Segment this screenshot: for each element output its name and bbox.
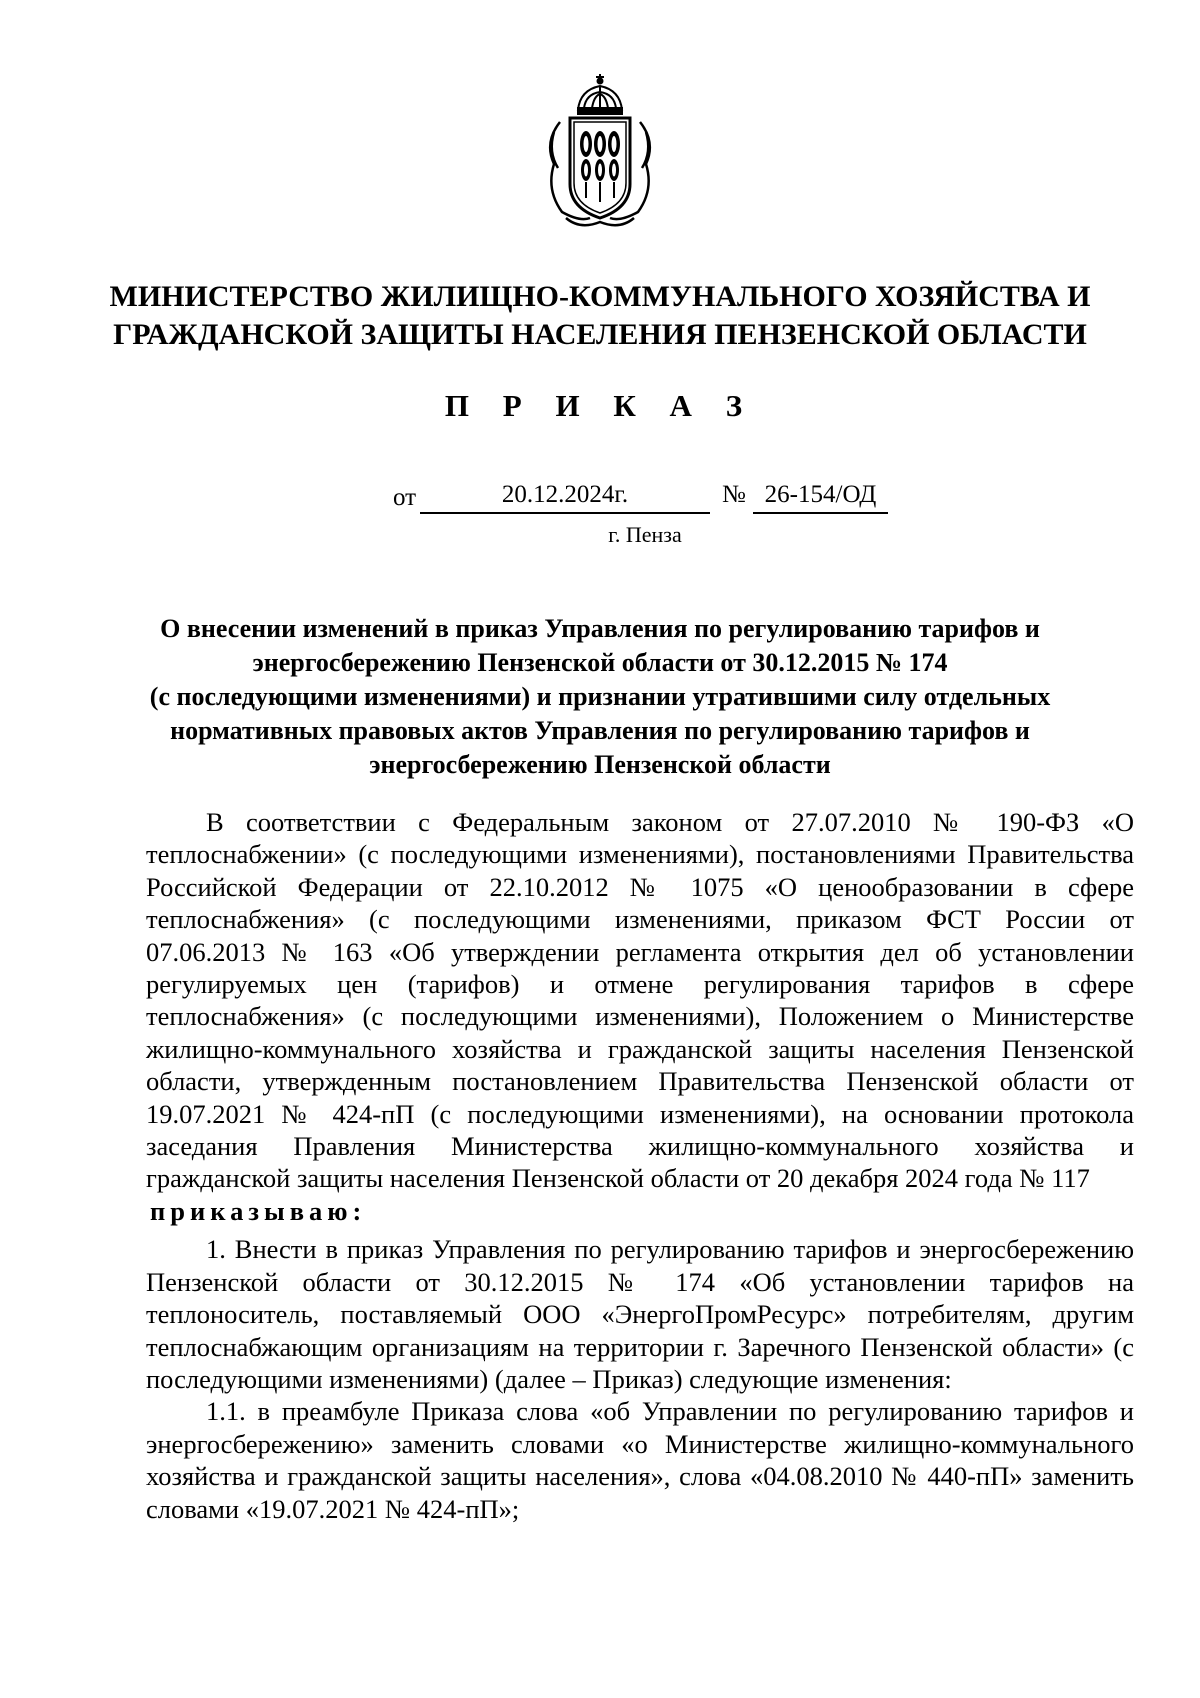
preamble-text: В соответствии с Федеральным законом от 27.07.2010 № 190-ФЗ «О теплоснабжении» (с последующими изменениями), постановлениями Правительства Российской Федерации от 22.10.2012 № 1075 «О ценообразовании в сфере теплоснабжения» (с последующими изменениями, приказом ФСТ России от 07.06.2013 № 163 «Об утверждении регламента открытия дел об установлении регулируемых цен (тарифов) и отмене регулирования тарифов в сфере теплоснабжения» (с последующими изменениями), Положением о Министерстве жилищно-коммунального хозяйства и гражданской защиты населения Пензенской области, утвержденным постановлением Правительства Пензенской области от 19.07.2021 № 424-пП (с последующими изменениями), на основании протокола заседания Правления Министерства жилищно-коммунального хозяйства и гражданской защиты населения Пензенской области от 20 декабря 2024 года № 117 [146,807,1134,1194]
date-number-line [0,478,1200,518]
subject-line-5: энергосбережению Пензенской области [369,750,831,779]
date-prefix: от [393,484,417,511]
ministry-name [100,278,1100,354]
preamble-paragraph [146,806,1134,1227]
city-name: г. Пенза [608,522,682,547]
order-word: приказываю [150,1195,353,1226]
subject-line-2: энергосбережению Пензенской области от 30.12.2015 № 174 [252,648,948,677]
item-1-paragraph: 1. Внести в приказ Управления по регулированию тарифов и энергосбережению Пензенской области от 30.12.2015 № 174 «Об установлении тарифов на теплоноситель, поставляемый ООО «ЭнергоПромРесурс» потребителям, другим теплоснабжающим организациям на территории г. Заречного Пензенской области» (с последующими изменениями) (далее – Приказ) следующие изменения: [146,1234,1134,1394]
number-sign: № [722,481,746,508]
document-date: 20.12.2024г. [420,478,710,514]
ministry-name-line-1: МИНИСТЕРСТВО ЖИЛИЩНО-КОММУНАЛЬНОГО ХОЗЯЙСТВА И [109,280,1091,313]
document-number: 26-154/ОД [753,478,888,514]
subject-line-3: (с последующими изменениями) и признании утратившими силу отдельных [149,682,1051,711]
document-type-title: П Р И К А З [444,388,756,423]
order-colon: : [352,1195,362,1226]
order-statement [146,1195,1134,1227]
subject-line-1: О внесении изменений в приказ Управления по регулированию тарифов и [160,614,1040,643]
item-1-1-paragraph: 1.1. в преамбуле Приказа слова «об Управлении по регулированию тарифов и энергосбережению» заменить словами «о Министерстве жилищно-коммунального хозяйства и гражданской защиты населения», слова «04.08.2010 № 440-пП» заменить словами «19.07.2021 № 424-пП»; [146,1396,1134,1524]
subject-line-4: нормативных правовых актов Управления по регулированию тарифов и [170,716,1030,745]
document-subject [130,612,1070,782]
coat-of-arms-emblem [540,72,660,232]
ministry-name-line-2: ГРАЖДАНСКОЙ ЗАЩИТЫ НАСЕЛЕНИЯ ПЕНЗЕНСКОЙ ОБЛАСТИ [113,318,1087,351]
document-body [146,806,1134,1525]
